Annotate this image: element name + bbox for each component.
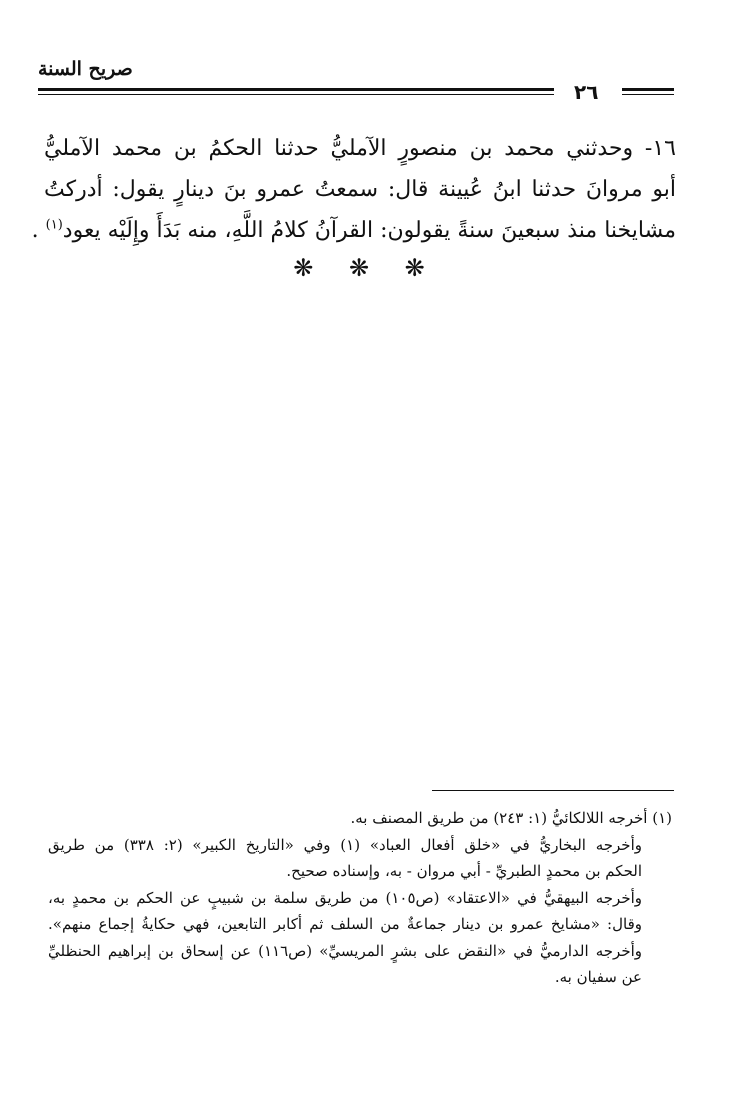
header-rule-thin (38, 94, 554, 95)
text-line-last (31, 210, 676, 251)
footnote-line: عن سفيان به. (554, 968, 642, 986)
footnote-line: الحكم بن محمدٍ الطبريِّ - أبي مروان - به، وإسناده صحيح. (286, 862, 642, 880)
header-rule-thin-short (622, 94, 674, 95)
hadith-text (31, 128, 676, 251)
footnote-separator (432, 790, 674, 791)
footnote-line: (١) أخرجه اللالكائيُّ (١: ٢٤٣) من طريق المصنف به. (350, 809, 672, 827)
running-header (38, 58, 674, 108)
footnote-line: وقال: «مشايخ عمرو بن دينار جماعةٌ من السلف ثم أكابر التابعين، فهي حكايةُ إجماع منهم». (48, 915, 642, 933)
text-line-content: مشايخنا منذ سبعينَ سنةً يقولون: القرآنُ كلامُ اللَّهِ، منه بَدَأَ وإِلَيْه يعود (62, 218, 676, 243)
book-title: صريح السنة (38, 58, 133, 80)
footnotes (48, 805, 672, 991)
footnote-line: وأخرجه البخاريُّ في «خلق أفعال العباد» (١) وفي «التاريخ الكبير» (٢: ٣٣٨) من طريق (48, 835, 642, 854)
footnote-line: وأخرجه البيهقيُّ في «الاعتقاد» (ص١٠٥) من طريق سلمة بن شبيبٍ عن الحكم بن محمدٍ به، (48, 888, 643, 907)
footnote-reference: (١) (45, 217, 63, 233)
header-rule-thick-short (622, 88, 674, 91)
footnote-line: وأخرجه الدارميُّ في «النقض على بشرٍ المريسيِّ» (ص١١٦) عن إسحاق بن إبراهيم الحنظليِّ (48, 941, 642, 960)
page-number: ٢٦ (574, 80, 599, 104)
header-rule-thick (38, 88, 554, 91)
text-line: ١٦- وحدثني محمد بن منصورٍ الآمليُّ حدثنا الحكمُ بن محمد الآمليُّ (44, 136, 676, 161)
section-ornament: ❋ ❋ ❋ (293, 254, 439, 282)
text-line: أبو مروانَ حدثنا ابنُ عُيينة قال: سمعتُ عمرو بنَ دينارٍ يقول: أدركتُ (44, 177, 676, 202)
line-end-mark: . (31, 218, 39, 243)
